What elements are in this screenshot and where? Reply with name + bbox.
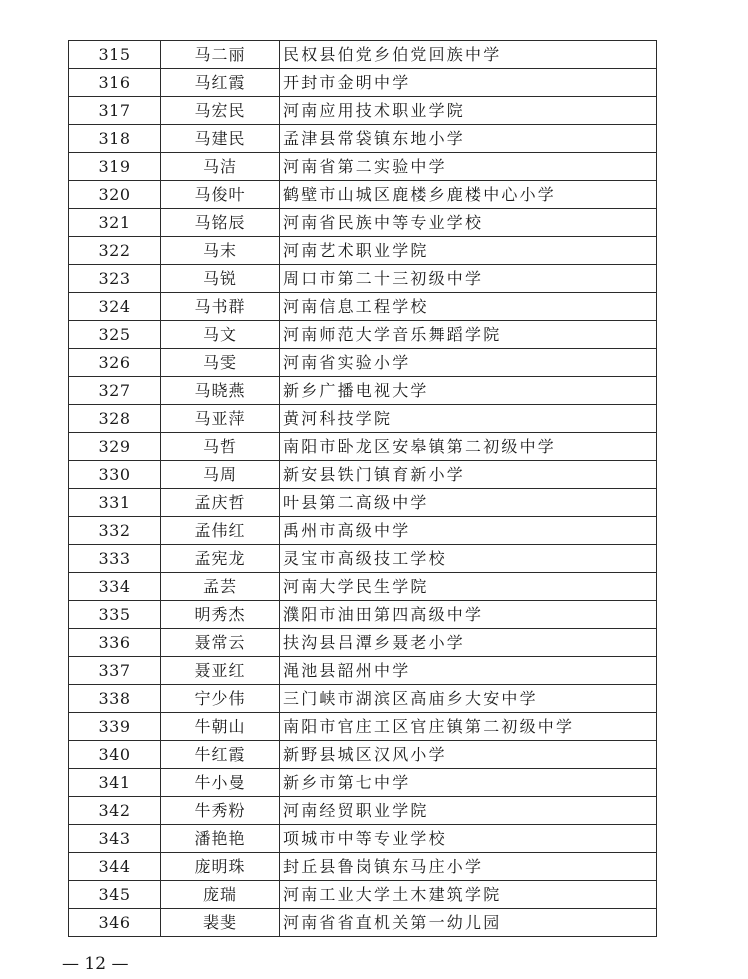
person-name-cell: 牛小曼 — [161, 769, 280, 797]
table-row — [69, 433, 657, 461]
organization-cell: 河南经贸职业学院 — [280, 797, 657, 825]
table-row — [69, 517, 657, 545]
row-number-cell: 336 — [69, 629, 161, 657]
organization-cell: 孟津县常袋镇东地小学 — [280, 125, 657, 153]
organization-cell: 三门峡市湖滨区高庙乡大安中学 — [280, 685, 657, 713]
organization-cell: 叶县第二高级中学 — [280, 489, 657, 517]
organization-cell: 南阳市官庄工区官庄镇第二初级中学 — [280, 713, 657, 741]
table-row — [69, 209, 657, 237]
table-row — [69, 545, 657, 573]
organization-cell: 河南省实验小学 — [280, 349, 657, 377]
person-name-cell: 马周 — [161, 461, 280, 489]
person-name-cell: 马书群 — [161, 293, 280, 321]
person-name-cell: 马二丽 — [161, 41, 280, 69]
row-number-cell: 315 — [69, 41, 161, 69]
organization-cell: 河南工业大学土木建筑学院 — [280, 881, 657, 909]
organization-cell: 封丘县鲁岗镇东马庄小学 — [280, 853, 657, 881]
table-row — [69, 461, 657, 489]
organization-cell: 河南省第二实验中学 — [280, 153, 657, 181]
person-name-cell: 聂常云 — [161, 629, 280, 657]
row-number-cell: 324 — [69, 293, 161, 321]
person-name-cell: 马末 — [161, 237, 280, 265]
roster-table — [68, 40, 657, 937]
organization-cell: 河南省省直机关第一幼儿园 — [280, 909, 657, 937]
person-name-cell: 宁少伟 — [161, 685, 280, 713]
person-name-cell: 孟芸 — [161, 573, 280, 601]
row-number-cell: 320 — [69, 181, 161, 209]
person-name-cell: 马晓燕 — [161, 377, 280, 405]
table-row — [69, 237, 657, 265]
row-number-cell: 339 — [69, 713, 161, 741]
table-row — [69, 769, 657, 797]
organization-cell: 河南艺术职业学院 — [280, 237, 657, 265]
person-name-cell: 孟宪龙 — [161, 545, 280, 573]
person-name-cell: 牛红霞 — [161, 741, 280, 769]
table-row — [69, 909, 657, 937]
person-name-cell: 孟伟红 — [161, 517, 280, 545]
row-number-cell: 344 — [69, 853, 161, 881]
page-number: — 12 — — [62, 954, 129, 974]
row-number-cell: 322 — [69, 237, 161, 265]
row-number-cell: 346 — [69, 909, 161, 937]
row-number-cell: 331 — [69, 489, 161, 517]
row-number-cell: 329 — [69, 433, 161, 461]
organization-cell: 河南师范大学音乐舞蹈学院 — [280, 321, 657, 349]
table-row — [69, 881, 657, 909]
table-row — [69, 265, 657, 293]
person-name-cell: 庞瑞 — [161, 881, 280, 909]
roster-table-container — [68, 40, 657, 937]
row-number-cell: 340 — [69, 741, 161, 769]
table-row — [69, 125, 657, 153]
person-name-cell: 马红霞 — [161, 69, 280, 97]
person-name-cell: 明秀杰 — [161, 601, 280, 629]
organization-cell: 灵宝市高级技工学校 — [280, 545, 657, 573]
organization-cell: 扶沟县吕潭乡聂老小学 — [280, 629, 657, 657]
organization-cell: 南阳市卧龙区安皋镇第二初级中学 — [280, 433, 657, 461]
table-row — [69, 181, 657, 209]
person-name-cell: 马宏民 — [161, 97, 280, 125]
roster-table-body — [69, 41, 657, 937]
table-row — [69, 741, 657, 769]
table-row — [69, 685, 657, 713]
organization-cell: 新乡广播电视大学 — [280, 377, 657, 405]
table-row — [69, 349, 657, 377]
table-row — [69, 377, 657, 405]
person-name-cell: 聂亚红 — [161, 657, 280, 685]
row-number-cell: 342 — [69, 797, 161, 825]
row-number-cell: 334 — [69, 573, 161, 601]
person-name-cell: 孟庆哲 — [161, 489, 280, 517]
row-number-cell: 319 — [69, 153, 161, 181]
row-number-cell: 328 — [69, 405, 161, 433]
person-name-cell: 马铭辰 — [161, 209, 280, 237]
person-name-cell: 马亚萍 — [161, 405, 280, 433]
organization-cell: 新野县城区汉风小学 — [280, 741, 657, 769]
table-row — [69, 293, 657, 321]
row-number-cell: 338 — [69, 685, 161, 713]
table-row — [69, 153, 657, 181]
organization-cell: 河南信息工程学校 — [280, 293, 657, 321]
organization-cell: 禹州市高级中学 — [280, 517, 657, 545]
organization-cell: 新安县铁门镇育新小学 — [280, 461, 657, 489]
person-name-cell: 马建民 — [161, 125, 280, 153]
table-row — [69, 97, 657, 125]
organization-cell: 鹤壁市山城区鹿楼乡鹿楼中心小学 — [280, 181, 657, 209]
row-number-cell: 332 — [69, 517, 161, 545]
organization-cell: 黄河科技学院 — [280, 405, 657, 433]
table-row — [69, 825, 657, 853]
row-number-cell: 323 — [69, 265, 161, 293]
organization-cell: 河南应用技术职业学院 — [280, 97, 657, 125]
row-number-cell: 330 — [69, 461, 161, 489]
organization-cell: 河南省民族中等专业学校 — [280, 209, 657, 237]
table-row — [69, 713, 657, 741]
person-name-cell: 马俊叶 — [161, 181, 280, 209]
organization-cell: 河南大学民生学院 — [280, 573, 657, 601]
row-number-cell: 335 — [69, 601, 161, 629]
row-number-cell: 317 — [69, 97, 161, 125]
row-number-cell: 341 — [69, 769, 161, 797]
table-row — [69, 41, 657, 69]
table-row — [69, 321, 657, 349]
table-row — [69, 797, 657, 825]
organization-cell: 周口市第二十三初级中学 — [280, 265, 657, 293]
organization-cell: 民权县伯党乡伯党回族中学 — [280, 41, 657, 69]
person-name-cell: 马哲 — [161, 433, 280, 461]
table-row — [69, 573, 657, 601]
table-row — [69, 489, 657, 517]
person-name-cell: 潘艳艳 — [161, 825, 280, 853]
organization-cell: 濮阳市油田第四高级中学 — [280, 601, 657, 629]
person-name-cell: 马锐 — [161, 265, 280, 293]
row-number-cell: 318 — [69, 125, 161, 153]
person-name-cell: 庞明珠 — [161, 853, 280, 881]
row-number-cell: 345 — [69, 881, 161, 909]
table-row — [69, 657, 657, 685]
row-number-cell: 337 — [69, 657, 161, 685]
row-number-cell: 326 — [69, 349, 161, 377]
person-name-cell: 马洁 — [161, 153, 280, 181]
organization-cell: 开封市金明中学 — [280, 69, 657, 97]
person-name-cell: 牛朝山 — [161, 713, 280, 741]
row-number-cell: 333 — [69, 545, 161, 573]
row-number-cell: 343 — [69, 825, 161, 853]
table-row — [69, 853, 657, 881]
row-number-cell: 325 — [69, 321, 161, 349]
row-number-cell: 316 — [69, 69, 161, 97]
person-name-cell: 马雯 — [161, 349, 280, 377]
row-number-cell: 327 — [69, 377, 161, 405]
table-row — [69, 629, 657, 657]
person-name-cell: 马文 — [161, 321, 280, 349]
organization-cell: 新乡市第七中学 — [280, 769, 657, 797]
table-row — [69, 69, 657, 97]
person-name-cell: 裴斐 — [161, 909, 280, 937]
organization-cell: 渑池县韶州中学 — [280, 657, 657, 685]
table-row — [69, 601, 657, 629]
table-row — [69, 405, 657, 433]
organization-cell: 项城市中等专业学校 — [280, 825, 657, 853]
row-number-cell: 321 — [69, 209, 161, 237]
person-name-cell: 牛秀粉 — [161, 797, 280, 825]
